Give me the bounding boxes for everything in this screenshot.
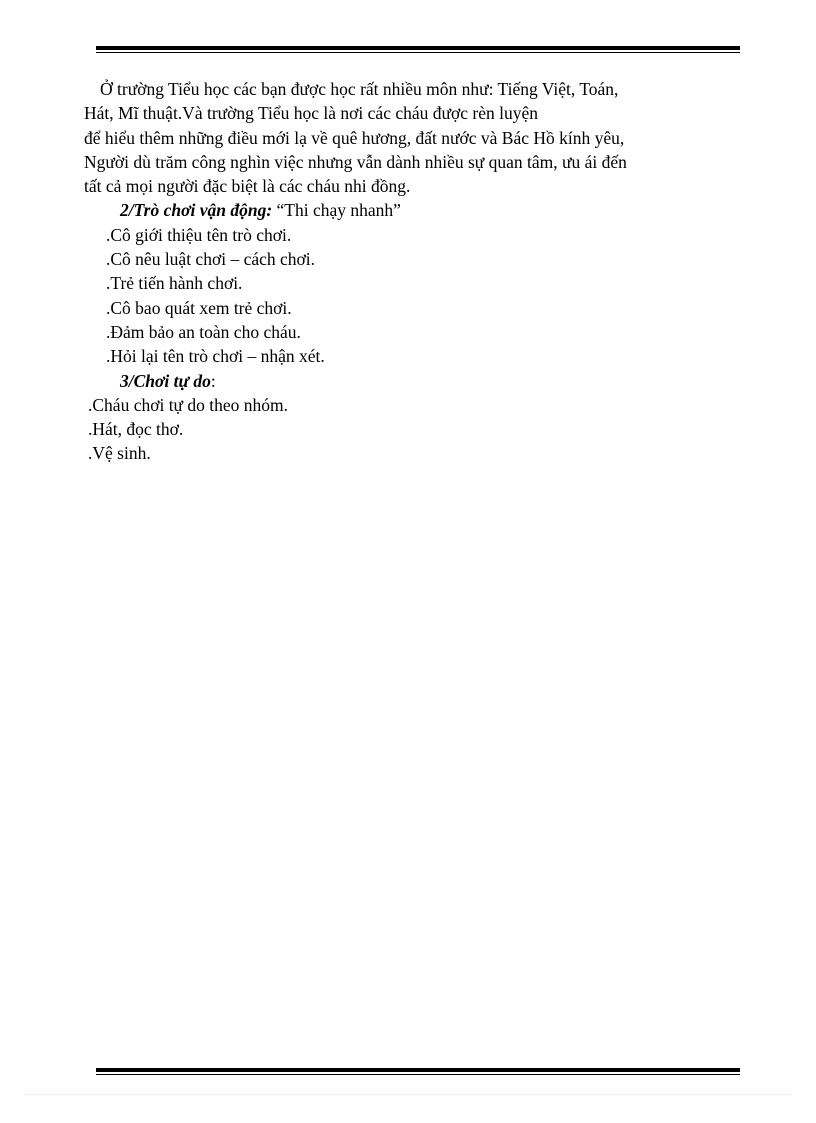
list-item: .Vệ sinh. (88, 443, 151, 464)
list-item: .Đảm bảo an toàn cho cháu. (106, 321, 301, 342)
paragraph-line: Hát, Mĩ thuật.Và trường Tiểu học là nơi các cháu được rèn luyện (84, 103, 538, 124)
list-item: .Cô giới thiệu tên trò chơi. (106, 224, 292, 245)
paragraph-line: Ở trường Tiểu học các bạn được học rất nhiều môn như: Tiếng Việt, Toán, (100, 79, 619, 99)
section-2-heading-line (84, 198, 724, 222)
list-item: .Cô nêu luật chơi – cách chơi. (106, 249, 316, 270)
document-body (84, 77, 724, 466)
game-name: “Thi chạy nhanh” (272, 200, 401, 221)
list-item: .Trẻ tiến hành chơi. (106, 273, 243, 294)
section-3-colon: : (210, 370, 216, 391)
footer-rule (96, 1068, 740, 1075)
section-2-heading: 2/Trò chơi vận động: (120, 200, 273, 221)
page-edge-divider (24, 1094, 792, 1095)
list-item: .Cô bao quát xem trẻ chơi. (106, 297, 292, 318)
section-3-heading-line (84, 369, 724, 393)
list-item: .Cháu chơi tự do theo nhóm. (88, 394, 289, 415)
paragraph-line: tất cả mọi người đặc biệt là các cháu nhi đồng. (84, 176, 411, 197)
list-item: .Hỏi lại tên trò chơi – nhận xét. (106, 346, 325, 367)
list-item: .Hát, đọc thơ. (88, 419, 184, 440)
paragraph-line: Người dù trăm công nghìn việc nhưng vẫn dành nhiều sự quan tâm, ưu ái đến (84, 151, 627, 172)
paragraph-line: để hiểu thêm những điều mới lạ về quê hương, đất nước và Bác Hồ kính yêu, (84, 127, 625, 148)
section-3-heading: 3/Chơi tự do (120, 370, 211, 391)
header-rule (96, 46, 740, 53)
